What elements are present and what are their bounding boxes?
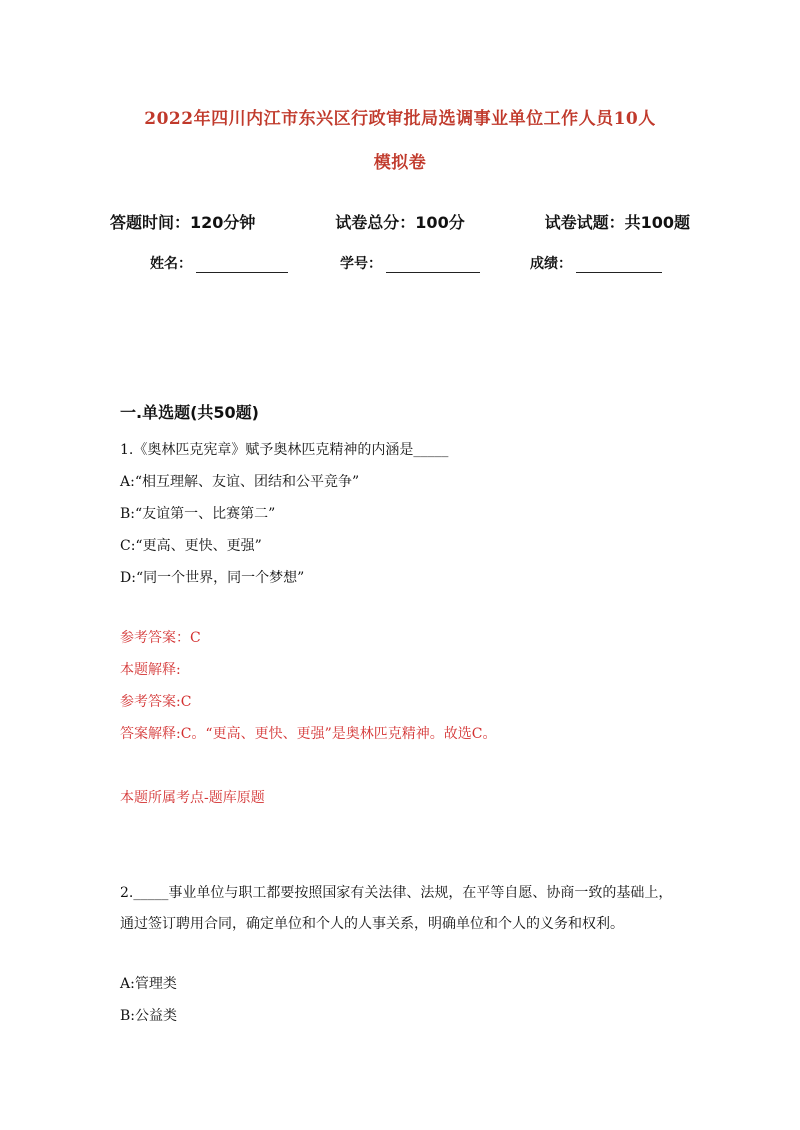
question-1-option-c: C:“更高、更快、更强” bbox=[120, 538, 262, 554]
student-id-blank-line bbox=[386, 258, 480, 273]
exam-question-count: 试卷试题：共100题 bbox=[544, 213, 690, 232]
question-1-source: 本题所属考点-题库原题 bbox=[120, 790, 265, 806]
score-blank-line bbox=[576, 258, 662, 273]
exam-title-line1: 2022年四川内江市东兴区行政审批局选调事业单位工作人员10人 bbox=[144, 109, 656, 129]
score-field bbox=[530, 253, 662, 273]
name-label: 姓名： bbox=[150, 256, 192, 272]
question-1-option-a: A:“相互理解、友谊、团结和公平竞争” bbox=[120, 474, 360, 490]
question-1-explain-label: 本题解释: bbox=[120, 662, 181, 678]
name-blank-line bbox=[196, 258, 288, 273]
question-1-option-d: D:“同一个世界，同一个梦想” bbox=[120, 570, 305, 586]
exam-meta bbox=[110, 210, 690, 233]
question-2-stem: 2._____事业单位与职工都要按照国家有关法律、法规，在平等自愿、协商一致的基础上，通过签订聘用合同，确定单位和个人的人事关系，明确单位和个人的义务和权利。 bbox=[120, 885, 673, 932]
exam-title-line2: 模拟卷 bbox=[373, 153, 427, 173]
score-label: 成绩： bbox=[530, 256, 572, 272]
exam-total-score: 试卷总分：100分 bbox=[335, 213, 465, 232]
student-info-fields bbox=[150, 253, 670, 275]
question-1-explanation: 答案解释:C。“更高、更快、更强”是奥林匹克精神。故选C。 bbox=[120, 726, 497, 742]
question-1-answer-repeat: 参考答案:C bbox=[120, 694, 192, 710]
section-title: 一.单选题(共50题) bbox=[120, 403, 259, 422]
exam-time: 答题时间：120分钟 bbox=[110, 213, 256, 232]
name-field bbox=[150, 253, 288, 273]
question-1-option-b: B:“友谊第一、比赛第二” bbox=[120, 506, 276, 522]
question-2-option-b: B:公益类 bbox=[120, 1008, 178, 1024]
student-id-field bbox=[340, 253, 480, 273]
question-1-answer: 参考答案：C bbox=[120, 630, 201, 646]
question-1-stem: 1.《奥林匹克宪章》赋予奥林匹克精神的内涵是_____ bbox=[120, 442, 449, 458]
question-2-option-a: A:管理类 bbox=[120, 976, 177, 992]
student-id-label: 学号： bbox=[340, 256, 382, 272]
